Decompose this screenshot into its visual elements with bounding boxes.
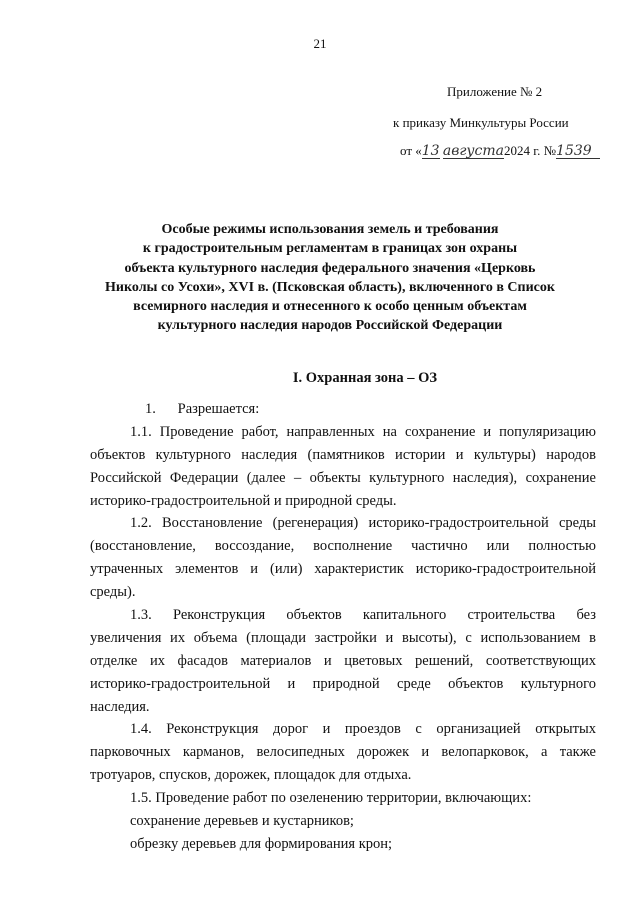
annex-label: Приложение № 2 <box>447 84 543 99</box>
date-prefix: от « <box>400 143 422 158</box>
body-line: отделке их фасадов материалов и цветовых решений, соответствующих <box>90 652 596 669</box>
annex-date-line <box>400 143 596 159</box>
title-line: объекта культурного наследия федерального значения «Церковь <box>124 260 536 276</box>
body-line: сохранение деревьев и кустарников; <box>130 813 354 830</box>
title-line: всемирного наследия и отнесенного к особо ценным объектам <box>133 299 527 315</box>
annex-order-reference: к приказу Минкультуры России <box>393 115 569 130</box>
body-line: увеличения их объема (площади застройки и высоты), с использованием в <box>90 629 596 646</box>
body-line: 1.4. Реконструкция дорог и проездов с организацией открытых <box>130 721 596 738</box>
handwritten-order-number: 1539 <box>556 144 600 159</box>
section-heading: I. Охранная зона – ОЗ <box>292 370 438 386</box>
body-line: утраченных элементов и (или) характеристик историко-градостроительной <box>90 561 596 578</box>
body-line: 1. Разрешается: <box>145 401 260 417</box>
body-line: Российской Федерации (далее – объекты культурного наследия), сохранение <box>90 469 596 486</box>
body-line: парковочных карманов, велосипедных дорожек и велопарковок, а также <box>90 744 596 761</box>
date-year: 2024 г. № <box>504 143 557 158</box>
title-line: культурного наследия народов Российской Федерации <box>157 318 503 334</box>
body-line: историко-градостроительной и природной среде объектов культурного <box>90 675 596 692</box>
body-line: обрезку деревьев для формирования крон; <box>130 835 393 852</box>
handwritten-day: 13 <box>421 143 440 159</box>
body-line: тротуаров, спусков, дорожек, площадок для отдыха. <box>90 767 412 784</box>
title-line: Особые режимы использования земель и требования <box>161 222 499 237</box>
body-line: (восстановление, воссоздание, восполнение частично или полностью <box>90 538 596 555</box>
document-title <box>90 220 570 336</box>
body-line: 1.3. Реконструкция объектов капитального строительства без <box>130 607 596 624</box>
body-line: 1.2. Восстановление (регенерация) историко-градостроительной среды <box>130 515 596 532</box>
title-line: к градостроительным регламентам в границах зон охраны <box>142 241 518 257</box>
title-line: Николы со Усохи», XVI в. (Псковская область), включенного в Список <box>105 279 555 295</box>
body-line: наследия. <box>90 698 150 715</box>
page-number: 21 <box>313 36 327 51</box>
body-line: объектов культурного наследия (памятников истории и культуры) народов <box>90 446 596 463</box>
body-line: историко-градостроительной и природной среды. <box>90 492 397 509</box>
handwritten-month: августа <box>442 143 504 159</box>
body-line: 1.1. Проведение работ, направленных на сохранение и популяризацию <box>130 423 596 440</box>
body-line: 1.5. Проведение работ по озеленению территории, включающих: <box>130 790 532 807</box>
body-text <box>90 398 596 856</box>
body-line: среды). <box>90 584 136 601</box>
